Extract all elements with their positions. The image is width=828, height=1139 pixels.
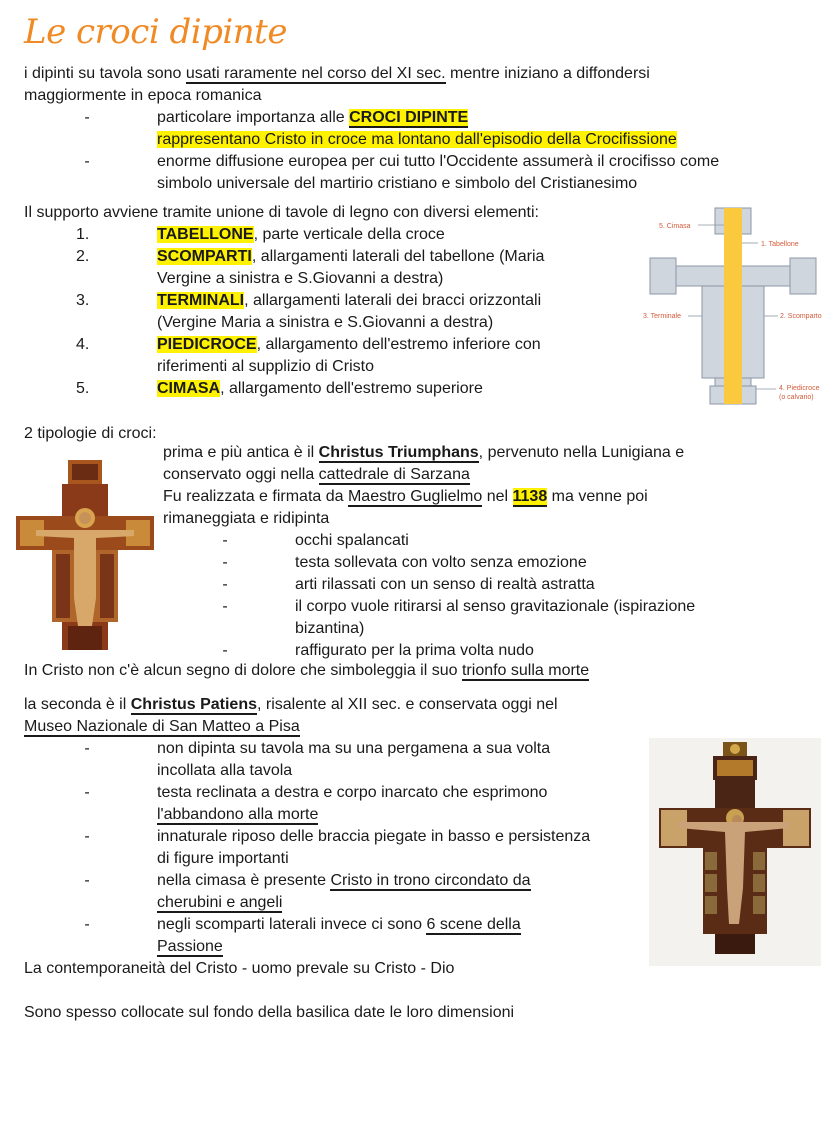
type-1-point: testa sollevata con volto senza emozione (295, 554, 587, 571)
list-number: 2. (76, 248, 90, 265)
closing-line-1: La contemporaneità del Cristo - uomo prevale su Cristo - Dio (24, 960, 455, 977)
bullet-1-line-1: particolare importanza alle CROCI DIPINTE (157, 109, 469, 126)
type-2-point: nella cimasa è presente Cristo in trono circondato da (157, 872, 531, 889)
type-1-line-2: conservato oggi nella cattedrale di Sarzana (163, 466, 470, 483)
diagram-label-tabellone: 1. Tabellone (761, 241, 799, 248)
type-2-point-cont: di figure importanti (157, 850, 289, 867)
type-1-point: occhi spalancati (295, 532, 409, 549)
intro-line-2: maggiormente in epoca romanica (24, 87, 262, 104)
diagram-label-cimasa: 5. Cimasa (659, 223, 691, 230)
bullet-dash: - (84, 784, 90, 801)
bullet-dash: - (222, 576, 228, 593)
type-1-point-cont: bizantina) (295, 620, 365, 637)
list-number: 5. (76, 380, 90, 397)
type-1-line-4: rimaneggiata e ridipinta (163, 510, 330, 527)
bullet-dash: - (84, 153, 90, 170)
diagram-label-calvario: (o calvario) (779, 394, 814, 401)
list-item-terminali: TERMINALI, allargamenti laterali dei bracci orizzontali (157, 292, 542, 309)
bullet-dash: - (84, 740, 90, 757)
bullet-dash: - (222, 642, 228, 659)
list-number: 3. (76, 292, 90, 309)
bullet-2-line-2: simbolo universale del martirio cristiano e simbolo del Cristianesimo (157, 175, 638, 192)
bullet-dash: - (84, 828, 90, 845)
bullet-dash: - (84, 872, 90, 889)
cross-structure-diagram (640, 203, 828, 408)
bullet-dash: - (84, 109, 90, 126)
type-1-line-1: prima e più antica è il Christus Triumphans, pervenuto nella Lunigiana e (163, 444, 685, 461)
list-item-piedicroce: PIEDICROCE, allargamento dell'estremo inferiore con (157, 336, 541, 353)
type-2-point-cont: incollata alla tavola (157, 762, 293, 779)
list-item-tabellone: TABELLONE, parte verticale della croce (157, 226, 445, 243)
list-item-cimasa: CIMASA, allargamento dell'estremo superiore (157, 380, 483, 397)
diagram-label-piedicroce: 4. Piedicroce (779, 385, 820, 392)
christus-triumphans-image (16, 458, 154, 656)
type-1-conclusion: In Cristo non c'è alcun segno di dolore che simboleggia il suo trionfo sulla morte (24, 662, 590, 679)
page-title: Le croci dipinte (24, 12, 287, 52)
list-item-terminali-cont: (Vergine Maria a sinistra e S.Giovanni a destra) (157, 314, 494, 331)
bullet-dash: - (222, 598, 228, 615)
type-2-line-1: la seconda è il Christus Patiens, risalente al XII sec. e conservata oggi nel (24, 696, 558, 713)
intro-line-1: i dipinti su tavola sono usati raramente nel corso del XI sec. mentre iniziano a diffondersi (24, 65, 650, 82)
diagram-label-terminale: 3. Terminale (643, 313, 682, 320)
bullet-dash: - (84, 916, 90, 933)
bullet-dash: - (222, 554, 228, 571)
type-2-point: testa reclinata a destra e corpo inarcato che esprimono (157, 784, 548, 801)
list-number: 4. (76, 336, 90, 353)
list-item-scomparti: SCOMPARTI, allargamenti laterali del tabellone (Maria (157, 248, 545, 265)
type-2-line-2: Museo Nazionale di San Matteo a Pisa (24, 718, 300, 735)
support-heading: Il supporto avviene tramite unione di tavole di legno con diversi elementi: (24, 204, 539, 221)
closing-line-2: Sono spesso collocate sul fondo della basilica date le loro dimensioni (24, 1004, 515, 1021)
type-2-point-cont: cherubini e angeli (157, 894, 283, 911)
bullet-2-line-1: enorme diffusione europea per cui tutto l'Occidente assumerà il crocifisso come (157, 153, 720, 170)
list-number: 1. (76, 226, 90, 243)
keyword-croci-dipinte: CROCI DIPINTE (349, 109, 469, 126)
bullet-1-line-2: rappresentano Cristo in croce ma lontano dall'episodio della Crocifissione (157, 131, 677, 148)
type-1-line-3: Fu realizzata e firmata da Maestro Guglielmo nel 1138 ma venne poi (163, 488, 648, 505)
type-2-point-cont: Passione (157, 938, 223, 955)
type-1-point: arti rilassati con un senso di realtà astratta (295, 576, 595, 593)
christus-triumphans: Christus Triumphans (318, 444, 479, 461)
type-1-point: raffigurato per la prima volta nudo (295, 642, 534, 659)
type-2-point: non dipinta su tavola ma su una pergamena a sua volta (157, 740, 551, 757)
list-item-scomparti-cont: Vergine a sinistra e S.Giovanni a destra) (157, 270, 444, 287)
type-2-point: innaturale riposo delle braccia piegate in basso e persistenza (157, 828, 591, 845)
christus-patiens-image (649, 738, 821, 966)
types-heading: 2 tipologie di croci: (24, 425, 157, 442)
bullet-dash: - (222, 532, 228, 549)
type-2-point: negli scomparti laterali invece ci sono 6 scene della (157, 916, 521, 933)
type-2-point-cont: l'abbandono alla morte (157, 806, 319, 823)
type-1-point: il corpo vuole ritirarsi al senso gravitazionale (ispirazione (295, 598, 696, 615)
intro-underline: usati raramente nel corso del XI sec. (185, 65, 446, 82)
list-item-piedicroce-cont: riferimenti al supplizio di Cristo (157, 358, 374, 375)
christus-patiens: Christus Patiens (130, 696, 257, 713)
diagram-label-scomparto: 2. Scomparto (780, 313, 822, 320)
